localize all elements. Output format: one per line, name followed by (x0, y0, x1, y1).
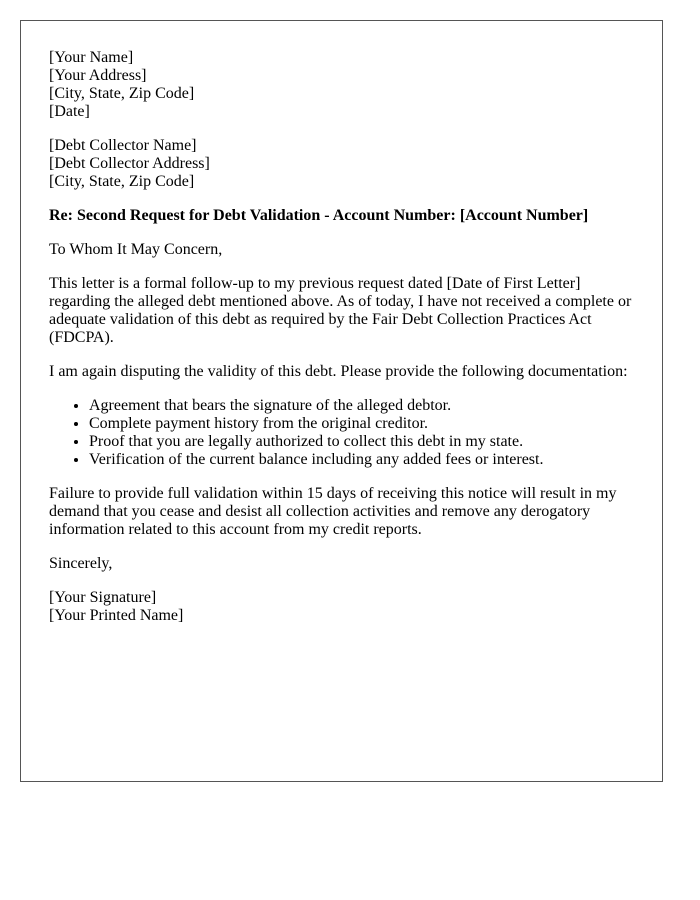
salutation: To Whom It May Concern, (49, 241, 223, 258)
requests-list (49, 397, 634, 469)
recipient-street: [Debt Collector Address] (49, 155, 210, 172)
recipient-city: [City, State, Zip Code] (49, 173, 195, 190)
body-paragraph-2: I am again disputing the validity of this debt. Please provide the following documentation: (49, 363, 628, 380)
body-paragraph-1: This letter is a formal follow-up to my previous request dated [Date of First Letter] regarding the alleged debt mentioned above. As of today, I have not received a complete or adequate validation of this debt as required by the Fair Debt Collection Practices Act (FDCPA). (49, 275, 632, 346)
list-item: • Verification of the current balance including any added fees or interest. (89, 451, 634, 469)
sender-city: [City, State, Zip Code] (49, 85, 195, 102)
subject-line: Re: Second Request for Debt Validation - Account Number: [Account Number] (49, 207, 589, 224)
list-item: • Proof that you are legally authorized to collect this debt in my state. (89, 433, 634, 451)
body-paragraph-3: Failure to provide full validation within 15 days of receiving this notice will result in my demand that you cease and desist all collection activities and remove any derogatory information related to this account from my credit reports. (49, 485, 617, 538)
recipient-address (49, 137, 634, 191)
signature: [Your Signature] (49, 589, 157, 606)
recipient-name: [Debt Collector Name] (49, 137, 197, 154)
sender-address (49, 49, 634, 121)
list-item: • Agreement that bears the signature of the alleged debtor. (89, 397, 634, 415)
signature-block (49, 589, 634, 625)
sender-street: [Your Address] (49, 67, 147, 84)
letter-page (20, 20, 663, 782)
list-item: • Complete payment history from the original creditor. (89, 415, 634, 433)
sender-name: [Your Name] (49, 49, 134, 66)
letter-date: [Date] (49, 103, 90, 120)
printed-name: [Your Printed Name] (49, 607, 184, 624)
closing: Sincerely, (49, 555, 113, 572)
